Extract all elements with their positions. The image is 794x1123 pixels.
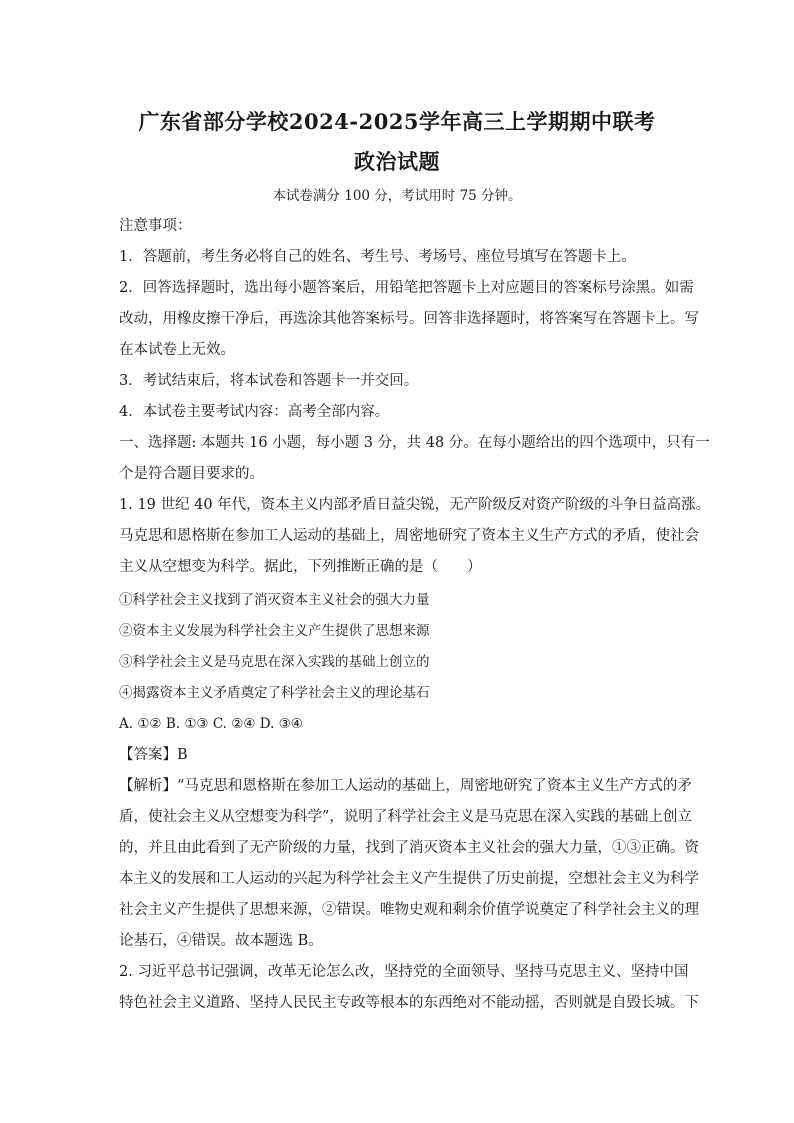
section-instructions-line-1: 一、选择题: 本题共 16 小题，每小题 3 分，共 48 分。在每小题给出的四个选项中，只有一 bbox=[119, 435, 710, 451]
q1-option-4: ④揭露资本主义矛盾奠定了科学社会主义的理论基石 bbox=[119, 685, 430, 701]
note-item-3: 3．考试结束后，将本试卷和答题卡一并交回。 bbox=[119, 373, 419, 389]
q1-answer: 【答案】B bbox=[119, 747, 188, 763]
note-item-2-line-1: 2．回答选择题时，选出每小题答案后，用铅笔把答题卡上对应题目的答案标号涂黑。如需 bbox=[119, 280, 694, 296]
page-title: 广东省部分学校2024-2025学年高三上学期期中联考 bbox=[138, 109, 656, 134]
section-instructions-line-2: 个是符合题目要求的。 bbox=[119, 466, 264, 482]
q1-stem-line-3: 主义从空想变为科学。据此，下列推断正确的是（ ） bbox=[119, 559, 482, 575]
q1-analysis-line-6: 论基石，④错误。故本题选 B。 bbox=[119, 933, 323, 949]
q1-option-3: ③科学社会主义是马克思在深入实践的基础上创立的 bbox=[119, 654, 430, 670]
q1-analysis-line-3: 的，并且由此看到了无产阶级的力量，找到了消灭资本主义社会的强大力量，①③正确。资 bbox=[119, 840, 699, 856]
q1-analysis-line-5: 社会主义产生提供了思想来源，②错误。唯物史观和剩余价值学说奠定了科学社会主义的理 bbox=[119, 902, 699, 918]
q2-stem-line-1: 2. 习近平总书记强调，改革无论怎么改，坚持党的全面领导、坚持马克思主义、坚持中国 bbox=[119, 964, 689, 980]
notes-heading: 注意事项： bbox=[119, 218, 192, 234]
q1-analysis-line-1: 【解析】“马克思和恩格斯在参加工人运动的基础上，周密地研究了资本主义生产方式的矛 bbox=[119, 778, 692, 794]
q1-option-2: ②资本主义发展为科学社会主义产生提供了思想来源 bbox=[119, 623, 430, 639]
q2-stem-line-2: 特色社会主义道路、坚持人民民主专政等根本的东西绝对不能动摇，否则就是自毁长城。下 bbox=[119, 995, 699, 1011]
q1-option-1: ①科学社会主义找到了消灭资本主义社会的强大力量 bbox=[119, 592, 430, 608]
exam-meta: 本试卷满分 100 分，考试用时 75 分钟。 bbox=[272, 188, 522, 204]
q1-analysis-line-4: 本主义的发展和工人运动的兴起为科学社会主义产生提供了历史前提，空想社会主义为科学 bbox=[119, 871, 699, 887]
note-item-4: 4．本试卷主要考试内容：高考全部内容。 bbox=[119, 404, 390, 420]
q1-choices: A. ①② B. ①③ C. ②④ D. ③④ bbox=[119, 716, 303, 732]
subject-title: 政治试题 bbox=[354, 149, 440, 174]
q1-analysis-line-2: 盾，使社会主义从空想变为科学”，说明了科学社会主义是马克思在深入实践的基础上创立 bbox=[119, 809, 692, 825]
note-item-1: 1．答题前，考生务必将自己的姓名、考生号、考场号、座位号填写在答题卡上。 bbox=[119, 249, 636, 265]
q1-stem-line-2: 马克思和恩格斯在参加工人运动的基础上，周密地研究了资本主义生产方式的矛盾，使社会 bbox=[119, 528, 699, 544]
q1-stem-line-1: 1. 19 世纪 40 年代，资本主义内部矛盾日益尖锐，无产阶级反对资产阶级的斗争日益高涨。 bbox=[119, 497, 711, 513]
note-item-2-line-2: 改动，用橡皮擦干净后，再选涂其他答案标号。回答非选择题时，将答案写在答题卡上。写 bbox=[119, 311, 699, 327]
note-item-2-line-3: 在本试卷上无效。 bbox=[119, 342, 235, 358]
